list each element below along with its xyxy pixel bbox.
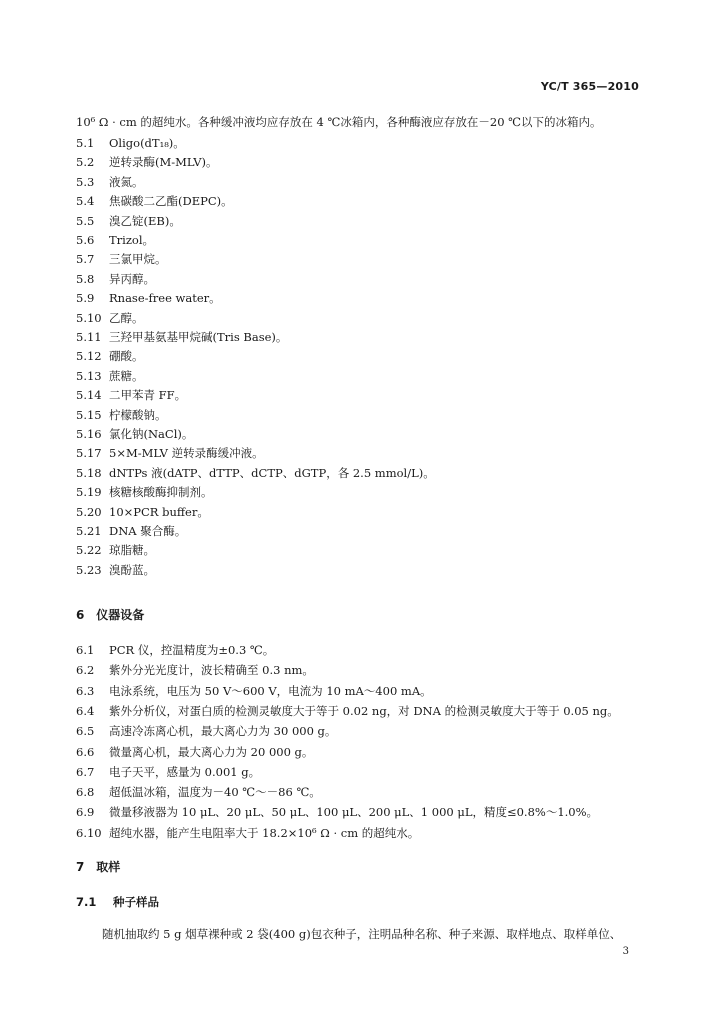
item-text: 柠檬酸钠。 [109,407,167,422]
item-text: 溴乙锭(EB)。 [109,213,181,228]
item-text: 逆转录酶(M-MLV)。 [109,155,218,170]
item-text: 三氯甲烷。 [109,252,167,267]
item-number: 5.18 [76,465,102,480]
item-number: 5.8 [76,271,95,286]
item-text: 蔗糖。 [109,368,144,383]
item-text: Trizol。 [109,233,155,247]
item-number: 5.3 [76,174,95,189]
item-text: 乙醇。 [109,310,144,325]
item-number: 6.4 [76,703,95,718]
item-number: 6.6 [76,744,95,759]
item-number: 6.3 [76,683,95,698]
item-text: 超低温冰箱，温度为－40 ℃～－86 ℃。 [109,785,321,800]
list-item [76,408,167,422]
item-number: 6.10 [76,825,102,840]
list-item [76,745,313,759]
item-number: 5.5 [76,213,95,228]
item-number: 6.9 [76,805,95,820]
item-text: 液氮。 [109,174,144,189]
item-text: 高速冷冻离心机，最大离心力为 30 000 g。 [109,724,337,739]
item-number: 6.5 [76,724,95,739]
list-item [76,466,435,480]
item-text: 核糖核酸酶抑制剂。 [109,485,213,500]
sampling-paragraph: 随机抽取约 5 g 烟草裸种或 2 袋(400 g)包衣种子，注明品种名称、种子来源、取样地点、取样单位、 [102,927,622,941]
list-item [76,663,314,677]
item-number: 6.7 [76,764,95,779]
list-item [76,388,186,402]
item-text: Oligo(dT₁₈)。 [109,136,185,150]
page-number: 3 [622,946,629,957]
list-item [76,704,619,718]
list-item [76,427,193,441]
item-text: 溴酚蓝。 [109,562,155,577]
list-item [76,155,218,169]
item-number: 5.15 [76,407,102,422]
section-7-heading [76,858,120,875]
item-number: 5.21 [76,524,102,538]
list-item [76,826,419,840]
item-number: 5.2 [76,155,95,170]
standard-code: YC/T 365—2010 [540,80,639,93]
subsection-title: 种子样品 [113,895,160,909]
item-text: 二甲苯青 FF。 [109,388,187,403]
item-number: 5.11 [76,330,102,344]
section-title: 仪器设备 [96,608,145,622]
list-item [76,291,221,305]
item-text: DNA 聚合酶。 [109,524,187,538]
intro-line: 10⁶ Ω · cm 的超纯水。各种缓冲液均应存放在 4 ℃冰箱内，各种酶液应存放在－20 ℃以下的冰箱内。 [76,115,602,129]
subsection-number: 7.1 [76,895,97,909]
section-title: 取样 [96,860,121,874]
item-text: 电子天平，感量为 0.001 g。 [109,764,261,779]
item-text: 紫外分析仪，对蛋白质的检测灵敏度大于等于 0.02 ng，对 DNA 的检测灵敏度大于等于 0.05 ng。 [109,703,619,718]
item-number: 5.19 [76,485,102,500]
item-number: 5.13 [76,368,102,383]
item-number: 6.2 [76,663,95,678]
item-number: 5.12 [76,349,102,364]
item-text: 三羟甲基氨基甲烷碱(Tris Base)。 [109,330,288,344]
item-text: 微量离心机，最大离心力为 20 000 g。 [109,744,314,759]
item-text: 电泳系统，电压为 50 V～600 V，电流为 10 mA～400 mA。 [109,683,432,698]
item-number: 6.8 [76,785,95,800]
list-item [76,765,260,779]
item-text: dNTPs 液(dATP、dTTP、dCTP、dGTP，各 2.5 mmol/L)。 [109,465,435,480]
list-item [76,543,155,557]
subsection-7-1-heading [76,894,159,910]
list-item [76,805,598,819]
list-item [76,349,144,363]
list-item [76,330,287,344]
list-item [76,446,264,460]
list-item [76,194,233,208]
item-number: 5.23 [76,562,102,577]
item-number: 5.7 [76,252,95,267]
list-item [76,505,209,519]
list-item [76,724,336,738]
list-item [76,272,155,286]
item-text: 微量移液器为 10 μL、20 μL、50 μL、100 μL、200 μL、1 000 μL，精度≤0.8%～1.0%。 [109,805,599,820]
item-text: 氯化钠(NaCl)。 [109,427,194,441]
item-number: 5.10 [76,310,102,325]
item-text: 琼脂糖。 [109,543,155,558]
list-item [76,785,321,799]
item-number: 5.17 [76,446,102,461]
list-item [76,485,213,499]
item-number: 5.1 [76,136,95,150]
item-text: 焦碳酸二乙酯(DEPC)。 [109,194,233,209]
item-text: 异丙醇。 [109,271,155,286]
item-text: 超纯水器，能产生电阻率大于 18.2×10⁶ Ω · cm 的超纯水。 [109,825,420,840]
item-text: 紫外分光光度计，波长精确至 0.3 nm。 [109,663,314,678]
item-number: 5.16 [76,427,102,441]
item-number: 5.20 [76,504,102,519]
list-item [76,524,186,538]
section-6-heading [76,606,144,623]
list-item [76,233,154,247]
list-item [76,175,144,189]
list-item [76,563,155,577]
list-item [76,684,432,698]
list-item [76,369,144,383]
item-text: 5×M-MLV 逆转录酶缓冲液。 [109,446,264,461]
item-text: 10×PCR buffer。 [109,504,209,519]
item-number: 5.4 [76,194,95,209]
list-item [76,214,181,228]
item-number: 6.1 [76,643,95,657]
item-text: 硼酸。 [109,349,144,364]
list-item [76,311,144,325]
list-item [76,643,274,657]
item-number: 5.9 [76,291,95,306]
section-number: 7 [76,860,85,874]
item-number: 5.6 [76,233,95,247]
item-number: 5.22 [76,543,102,558]
section-number: 6 [76,608,85,622]
list-item [76,252,167,266]
list-item [76,136,185,150]
item-text: PCR 仪，控温精度为±0.3 ℃。 [109,643,275,657]
item-text: Rnase-free water。 [109,291,221,306]
item-number: 5.14 [76,388,102,403]
